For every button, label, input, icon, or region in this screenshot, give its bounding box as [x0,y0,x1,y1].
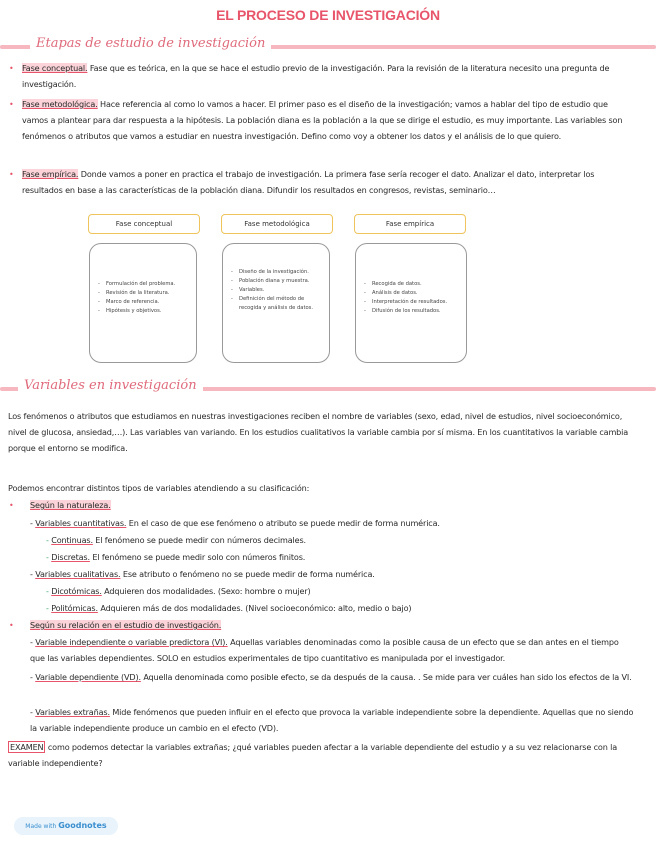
term-underline: Variable dependiente (VD). [35,672,141,682]
term-underline: Variables extrañas. [35,707,110,717]
diagram-point: - Variables. [239,286,323,295]
term-highlight: Fase metodológica. [22,99,98,109]
term-underline: Continuas. [51,535,93,545]
section-heading-label: Variables en investigación [18,378,203,393]
list-item-dicotomicas: - Dicotómicas. Adquieren dos modalidades. (Sexo: hombre o mujer) [46,586,311,596]
term-underline: Variables cualitativas. [35,569,121,579]
item-text: El fenómeno se puede medir solo con números finitos. [89,552,306,562]
term-highlight: Fase conceptual. [22,63,88,73]
bullet-icon: • [9,501,14,510]
bullet-icon: • [9,100,14,109]
list-item-discretas: - Discretas. El fenómeno se puede medir solo con números finitos. [46,552,306,562]
list-item-variable-independiente: - Variable independiente o variable predictora (VI). Aquellas variables denominadas como la posible causa de un efecto que se dan antes en el tiempo que las variables dependientes. SOLO en estudios experimentales de tipo cuantitativo es manipulada por el investigador. [30,637,619,663]
bullet-icon: • [9,170,14,179]
item-text: El fenómeno se puede medir con números decimales. [92,535,306,545]
diagram-head-fase-metodologica: Fase metodológica [221,214,333,234]
diagram-point: - Hipótesis y objetivos. [106,307,190,316]
diagram-point: - Población diana y muestra. [239,277,323,286]
term-underline: Variable independiente o variable predictora (VI). [35,637,228,647]
bullet-icon: • [9,64,14,73]
diagram-point: - Diseño de la investigación. [239,268,323,277]
term-underline: Variables cuantitativas. [35,518,127,528]
diagram-point: - Recogida de datos. [372,280,460,289]
item-text: Aquella denominada como posible efecto, se da después de la causa. . Se mide para ver cuáles han sido los efectos de la VI. [140,672,632,682]
diagram-box-fase-conceptual [89,243,197,363]
list-item-politomicas: - Politómicas. Adquieren más de dos modalidades. (Nivel socioeconómico: alto, medio o bajo) [46,603,412,613]
item-text: Adquieren más de dos modalidades. (Nivel socioeconómico: alto, medio o bajo) [97,603,412,613]
list-item-variables-extranas: - Variables extrañas. Mide fenómenos que pueden influir en el efecto que provoca la variable independiente sobre la dependiente. Aquellas que no siendo la variable independiente produce un cambio en el efecto (VD). [30,707,634,733]
list-item-variable-dependiente: - Variable dependiente (VD). Aquella denominada como posible efecto, se da después de la causa. . Se mide para ver cuáles han sido los efectos de la VI. [30,672,632,682]
page-title: EL PROCESO DE INVESTIGACIÓN [216,7,440,23]
group-heading: Según su relación en el estudio de investigación. [30,620,222,630]
group-naturaleza [30,497,642,513]
item-text: En el caso de que ese fenómeno o atributo se puede medir de forma numérica. [126,518,440,528]
term-underline: Discretas. [51,552,90,562]
item-text: Donde vamos a poner en practica el trabajo de investigación. La primera fase sería recoger el dato. Analizar el dato, interpretar los resultados en base a las características de la población diana. Difundir los resultados en congresos, revistas, seminario… [22,169,595,195]
diagram-point: - Marco de referencia. [106,298,190,307]
badge-brand: Goodnotes [58,821,107,830]
diagram-head-fase-conceptual: Fase conceptual [88,214,200,234]
item-text: Adquieren dos modalidades. (Sexo: hombre o mujer) [101,586,311,596]
term-underline: Dicotómicas. [51,586,102,596]
variables-lead: Podemos encontrar distintos tipos de variables atendiendo a su clasificación: [8,483,310,493]
item-text: Aquellas variables denominadas como la posible causa de un efecto que se dan antes en el tiempo que las variables dependientes. SOLO en estudios experimentales de tipo cuantitativo es manipulada por el investigador. [30,637,619,663]
diagram-point: - Definición del método de recogida y análisis de datos. [239,295,323,313]
diagram-box-fase-empirica [355,243,467,363]
diagram-box-fase-metodologica [222,243,330,363]
variables-intro: Los fenómenos o atributos que estudiamos en nuestras investigaciones reciben el nombre de variables (sexo, edad, nivel de estudios, nivel socioeconómico, nivel de glucosa, ansiedad,…). Las variables van variando. En los estudios cualitativos la variable cambia por sí misma. En los cuantitativos la variable cambia porque el entorno se modifica. [8,411,629,453]
term-underline: Politómicas. [51,603,98,613]
item-text: Ese atributo o fenómeno no se puede medir de forma numérica. [120,569,375,579]
diagram-point: - Interpretación de resultados. [372,298,460,307]
badge-prefix: Made with [25,823,57,830]
list-item-fase-metodologica [22,96,634,144]
list-item-fase-conceptual [22,60,634,92]
list-item-cuantitativas: - Variables cuantitativas. En el caso de que ese fenómeno o atributo se puede medir de forma numérica. [30,518,440,528]
made-with-goodnotes-badge [14,817,118,835]
diagram-point: - Difusión de los resultados. [372,307,460,316]
group-relacion [30,617,642,633]
diagram-head-fase-empirica: Fase empírica [354,214,466,234]
list-item-cualitativas: - Variables cualitativas. Ese atributo o fenómeno no se puede medir de forma numérica. [30,569,375,579]
list-item-continuas: - Continuas. El fenómeno se puede medir con números decimales. [46,535,306,545]
item-text: Mide fenómenos que pueden influir en el efecto que provoca la variable independiente sobre la dependiente. Aquellas que no siendo la variable independiente produce un cambio en el efecto (VD). [30,707,634,733]
exam-tag: EXAMEN [10,742,44,752]
exam-text: como podemos detectar la variables extrañas; ¿qué variables pueden afectar a la variable dependiente del estudio y a su vez relacionarse con la variable independiente? [8,742,618,768]
diagram-point: - Formulación del problema. [106,280,190,289]
diagram-point: - Análisis de datos. [372,289,460,298]
diagram-point: - Revisión de la literatura. [106,289,190,298]
section-heading-variables [0,378,656,400]
item-text: Hace referencia al como lo vamos a hacer. El primer paso es el diseño de la investigación; vamos a hablar del tipo de estudio que vamos a plantear para dar respuesta a la hipótesis. La población diana es la población a la que se dirige el estudio, es muy importante. Las variables son fenómenos o atributos que vamos a estudiar en nuestra investigación. Defino como voy a obtener los datos y el análisis de lo que quiero. [22,99,623,141]
term-highlight: Fase empírica. [22,169,79,179]
section-heading-etapas [0,36,656,58]
list-item-fase-empirica [22,166,634,198]
bullet-icon: • [9,621,14,630]
exam-note [8,739,636,771]
section-heading-label: Etapas de estudio de investigación [30,36,271,51]
item-text: Fase que es teórica, en la que se hace el estudio previo de la investigación. Para la revisión de la literatura necesito una pregunta de investigación. [22,63,610,89]
group-heading: Según la naturaleza. [30,500,111,510]
